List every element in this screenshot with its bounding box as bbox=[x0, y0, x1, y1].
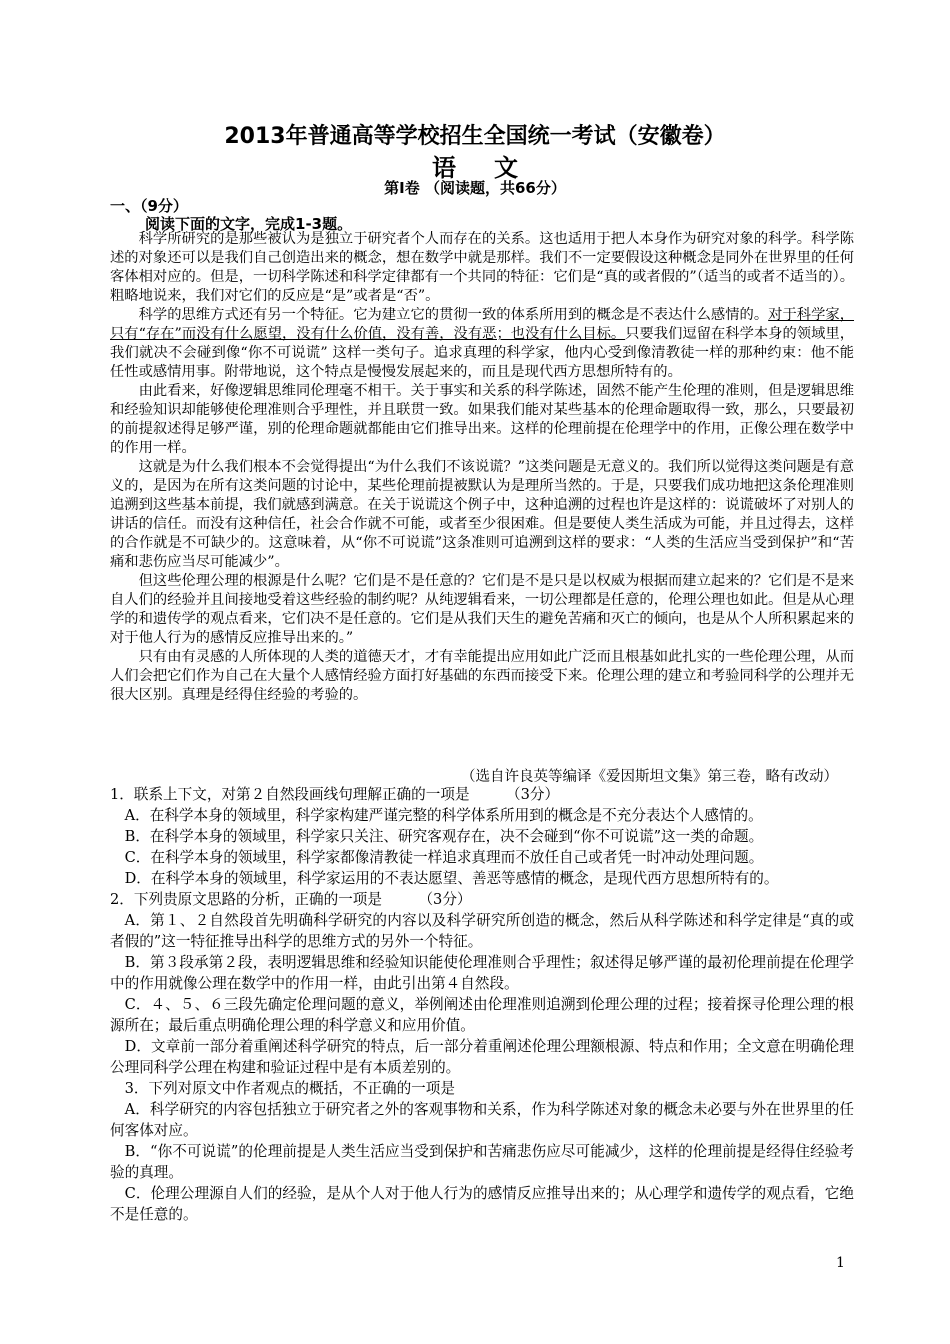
exam-title: 2013年普通高等学校招生全国统一考试（安徽卷） bbox=[224, 124, 726, 149]
passage-source: （选自许良英等编译《爱因斯坦文集》第三卷，略有改动） bbox=[461, 769, 838, 785]
reading-passage bbox=[110, 230, 854, 705]
passage-paragraph-3: 由此看来，好像逻辑思维同伦理毫不相干。关于事实和关系的科学陈述，固然不能产生伦理的准则，但是逻辑思维和经验知识却能够使伦理准则合乎理性，并且联贯一致。如果我们能对某些基本的伦理命题取得一致，那么，只要最初的前提叙述得足够严谨，别的伦理命题就都能由它们推导出来。这样的伦理前提在伦理学中的作用，正像公理在数学中的作用一样。 bbox=[110, 383, 854, 456]
question-2-option-a: A．第１、２自然段首先明确科学研究的内容以及科学研究所创造的概念，然后从科学陈述和科学定律是“真的或者假的”这一特征推导出科学的思维方式的另外一个特征。 bbox=[110, 912, 854, 950]
passage-paragraph-4: 这就是为什么我们根本不会觉得提出“为什么我们不该说谎？”这类问题是无意义的。我们所以觉得这类问题是有意义的，是因为在所有这类问题的讨论中，某些伦理前提被默认为是理所当然的。于是，只要我们成功地把这条伦理准则追溯到这些基本前提，我们就感到满意。在关于说谎这个例子中，这种追溯的过程也许是这样的：说谎破坏了对别人的讲话的信任。而没有这种信任，社会合作就不可能，或者至少很困难。但是要使人类生活成为可能，并且过得去，这样的合作就是不可缺少的。这意味着，从“你不可说谎”这条准则可追溯到这样的要求：“人类的生活应当受到保护”和“苦痛和悲伤应当尽可能减少”。 bbox=[110, 459, 854, 570]
part-heading: 第Ⅰ卷 （阅读题，共66分） bbox=[384, 179, 566, 197]
question-2-option-c: C．４、５、６三段先确定伦理问题的意义，举例阐述由伦理准则追溯到伦理公理的过程；接着探寻伦理公理的根源所在；最后重点明确伦理公理的科学意义和应用价值。 bbox=[110, 996, 854, 1034]
passage-paragraph-6: 只有由有灵感的人所体现的人类的道德天才，才有幸能提出应用如此广泛而且根基如此扎实的一些伦理公理，从而人们会把它们作为自己在大量个人感情经验方面打好基础的东西而接受下来。伦理公理的建立和考验同科学的公理并无很大区别。真理是经得住经验的考验的。 bbox=[110, 649, 854, 703]
question-3-option-c: C．伦理公理源自人们的经验，是从个人对于他人行为的感情反应推导出来的；从心理学和遗传学的观点看，它绝不是任意的。 bbox=[110, 1185, 854, 1223]
paragraph-2-text-b: 只要我们逗留在科学本身的领域里，我们就决不会碰到像“你不可说谎” 这样一类句子。追求真理的科学家，他内心受到像清教徒一样的那种约束：他不能任性或感情用事。附带地说，这个特点是慢慢发展起来的，而且是现代西方思想所特有的。 bbox=[110, 326, 854, 380]
question-3-stem: 3．下列对原文中作者观点的概括，不正确的一项是 bbox=[124, 1080, 455, 1097]
question-1-option-a: A．在科学本身的领域里，科学家构建严谨完整的科学体系所用到的概念是不充分表达个人感情的。 bbox=[124, 807, 763, 824]
question-3-option-a: A．科学研究的内容包括独立于研究者之外的客观事物和关系，作为科学陈述对象的概念未必要与外在世界里的任何客体对应。 bbox=[110, 1101, 854, 1139]
passage-paragraph-5: 但这些伦理公理的根源是什么呢？它们是不是任意的？它们是不是只是以权威为根据而建立起来的？它们是不是来自人们的经验并且间接地受着这些经验的制约呢？从纯逻辑看来，一切公理都是任意的，伦理公理也如此。但是从心理学的和遗传学的观点看来，它们决不是任意的。它们是从我们天生的避免苦痛和灭亡的倾向，也是从个人所积累起来的对于他人行为的感情反应推导出来的。” bbox=[110, 573, 854, 646]
passage-paragraph-2 bbox=[110, 306, 854, 382]
question-1-option-d: D．在科学本身的领域里，科学家运用的不表达愿望、善恶等感情的概念，是现代西方思想所特有的。 bbox=[124, 870, 779, 887]
question-2-option-d: D．文章前一部分着重阐述科学研究的特点，后一部分着重阐述伦理公理额根源、特点和作用；全文意在明确伦理公理同科学公理在构建和验证过程中是有本质差别的。 bbox=[110, 1038, 854, 1076]
underlined-sentence: 对于科学家，只有“存在”而没有什么愿望，没有什么价值，没有善，没有恶；也没有什么目标。 bbox=[110, 307, 855, 342]
paragraph-2-text-a: 科学的思维方式还有另一个特征。它为建立它的贯彻一致的体系所用到的概念是不表达什么感情的。 bbox=[138, 307, 769, 323]
page-number: 1 bbox=[836, 1255, 845, 1271]
section-label: 一、（9分） bbox=[110, 197, 188, 215]
questions-block bbox=[110, 784, 854, 1225]
question-1-option-c: C．在科学本身的领域里，科学家都像清教徒一样追求真理而不放任自己或者凭一时冲动处理问题。 bbox=[124, 849, 764, 866]
question-2-option-b: B．第３段承第２段，表明逻辑思维和经验知识能使伦理准则合乎理性；叙述得足够严谨的最初伦理前提在伦理学中的作用就像公理在数学中的作用一样，由此引出第４自然段。 bbox=[110, 954, 854, 992]
question-1-stem: 1．联系上下文，对第２自然段画线句理解正确的一项是 （3分） bbox=[110, 786, 560, 803]
passage-paragraph-1: 科学所研究的是那些被认为是独立于研究者个人而存在的关系。这也适用于把人本身作为研究对象的科学。科学陈述的对象还可以是我们自己创造出来的概念，想在数学中就是那样。我们不一定要假设这种概念是同外在世界里的任何客体相对应的。但是，一切科学陈述和科学定律都有一个共同的特征：它们是“真的或者假的”（适当的或者不适当的）。粗略地说来，我们对它们的反应是“是”或者是“否”。 bbox=[110, 231, 854, 304]
question-2-stem: 2．下列贵原文思路的分析，正确的一项是 （3分） bbox=[110, 891, 472, 908]
question-1-option-b: B．在科学本身的领域里，科学家只关注、研究客观存在，决不会碰到“你不可说谎”这一类的命题。 bbox=[124, 828, 764, 845]
question-3-option-b: B．“你不可说谎”的伦理前提是人类生活应当受到保护和苦痛悲伤应尽可能减少，这样的伦理前提是经得住经验考验的真理。 bbox=[110, 1143, 854, 1181]
section-instruction: 阅读下面的文字，完成1-3题。 bbox=[145, 215, 353, 233]
subject-title: 语文 bbox=[432, 154, 556, 182]
